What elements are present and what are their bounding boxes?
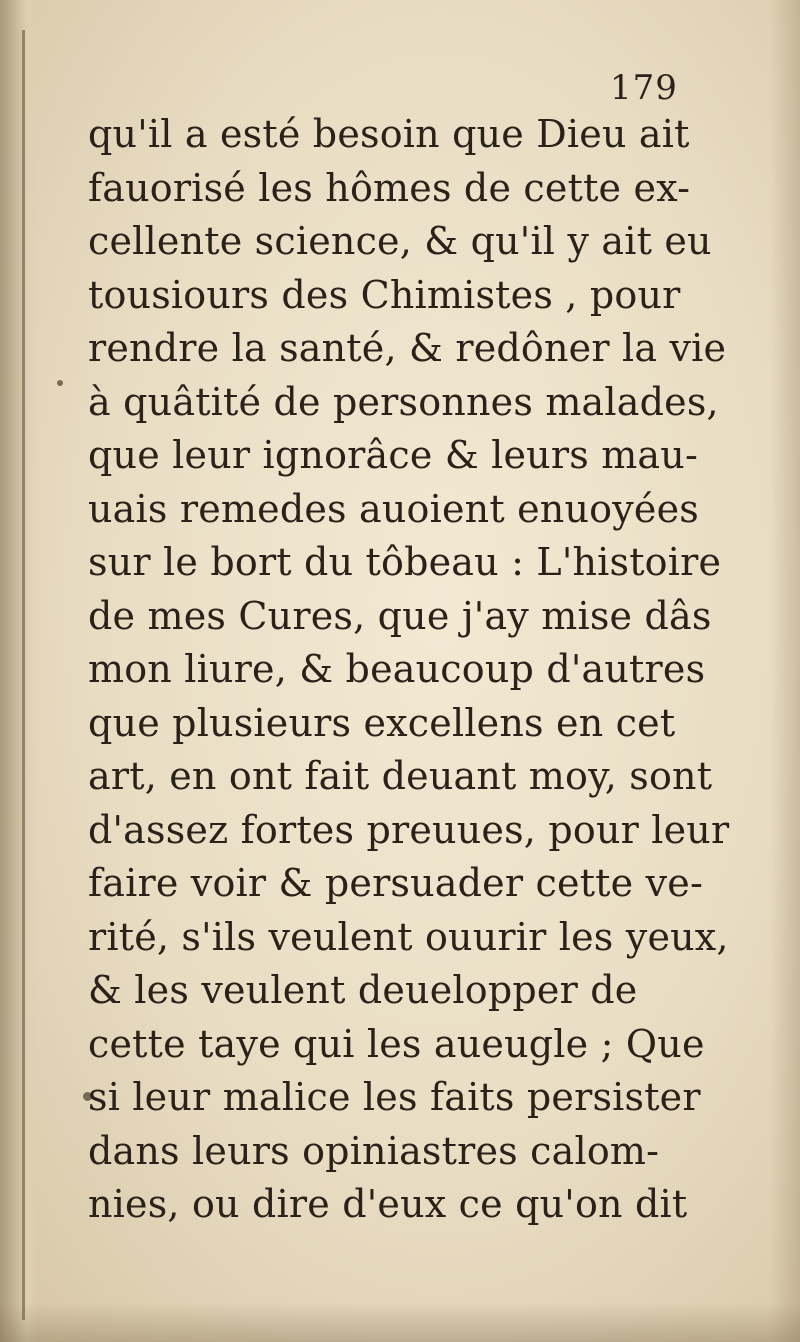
text-line: que plusieurs excellens en cet bbox=[88, 700, 676, 745]
ink-speck bbox=[57, 380, 63, 386]
text-line: faire voir & persuader cette ve- bbox=[88, 861, 703, 905]
text-line: mon liure, & beaucoup d'autres bbox=[88, 647, 706, 691]
text-line: fauorisé les hômes de cette ex- bbox=[88, 165, 691, 210]
text-line: uais remedes auoient enuoyées bbox=[88, 486, 699, 531]
text-line: dans leurs opiniastres calom- bbox=[88, 1128, 660, 1173]
text-line: rendre la santé, & redôner la vie bbox=[88, 326, 727, 370]
text-line: art, en ont fait deuant moy, sont bbox=[88, 754, 713, 798]
page-number: 179 bbox=[610, 68, 678, 108]
text-line: de mes Cures, que j'ay mise dâs bbox=[88, 593, 712, 638]
text-line: nies, ou dire d'eux ce qu'on dit bbox=[88, 1182, 688, 1226]
body-text bbox=[88, 108, 730, 1232]
text-line: d'assez fortes preuues, pour leur bbox=[88, 807, 730, 852]
text-line: cellente science, & qu'il y ait eu bbox=[88, 219, 712, 263]
page-right-shadow bbox=[770, 0, 800, 1342]
binding-crease bbox=[22, 30, 25, 1320]
text-line: rité, s'ils veulent ouurir les yeux, bbox=[88, 914, 729, 959]
text-line: si leur malice les faits persister bbox=[88, 1075, 701, 1119]
text-line: sur le bort du tôbeau : L'histoire bbox=[88, 540, 722, 584]
text-line: que leur ignorâce & leurs mau- bbox=[88, 433, 698, 477]
page-binding-edge bbox=[0, 0, 38, 1342]
text-line: & les veulent deuelopper de bbox=[88, 968, 638, 1012]
text-line: cette taye qui les aueugle ; Que bbox=[88, 1021, 705, 1066]
text-line: qu'il a esté besoin que Dieu ait bbox=[88, 112, 690, 156]
text-line: à quâtité de personnes malades, bbox=[88, 379, 719, 424]
page-bottom-shadow bbox=[0, 1302, 800, 1342]
text-line: tousiours des Chimistes , pour bbox=[88, 272, 681, 317]
